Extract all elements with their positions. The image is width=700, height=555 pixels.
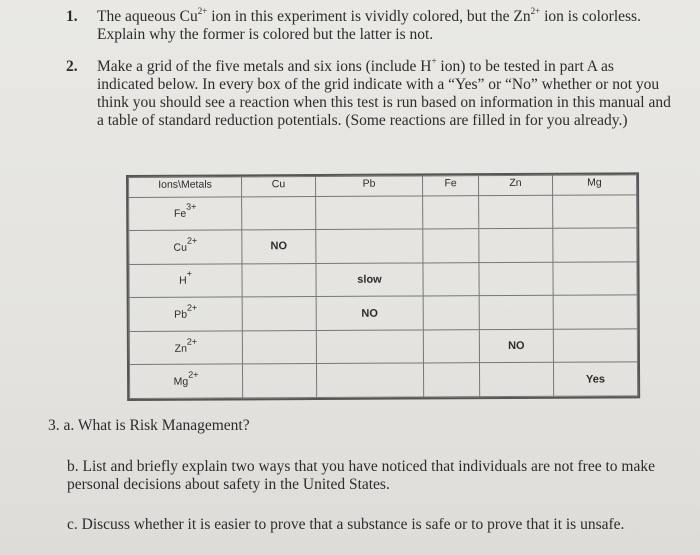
q2-charge: + — [431, 56, 437, 66]
grid-cell — [423, 296, 479, 330]
grid-cell — [242, 196, 316, 230]
grid-row — [129, 362, 637, 398]
grid-cell — [480, 363, 554, 397]
grid-cell — [423, 262, 479, 296]
ion-charge: 2+ — [186, 235, 198, 246]
reaction-grid-table — [128, 174, 638, 399]
grid-cell — [553, 261, 637, 295]
ion-charge: 2+ — [186, 302, 198, 313]
grid-cell — [479, 228, 553, 262]
grid-cell — [242, 364, 316, 398]
grid-row — [129, 295, 637, 331]
ion-symbol: Cu — [173, 241, 187, 254]
grid-ion-label — [129, 364, 242, 398]
grid-ion-label — [129, 264, 242, 298]
question-2-number: 2. — [66, 58, 78, 75]
grid-row — [129, 329, 637, 365]
grid-cell — [423, 329, 479, 363]
question-3c: c. Discuss whether it is easier to prove that a substance is safe or to prove that it is unsafe. — [67, 516, 625, 533]
grid-row — [129, 261, 637, 297]
grid-metal-header: Zn — [479, 175, 553, 195]
ion-charge: 3+ — [186, 201, 197, 212]
grid-cell — [242, 263, 316, 297]
grid-cell — [479, 262, 553, 296]
grid-cell — [242, 330, 316, 364]
grid-row — [129, 228, 637, 264]
grid-cell — [553, 329, 637, 363]
grid-cell — [316, 330, 423, 364]
grid-cell: slow — [316, 263, 423, 297]
grid-header-row — [129, 175, 637, 197]
ion-symbol: Fe — [173, 207, 187, 221]
grid-metal-header: Cu — [242, 177, 316, 197]
ion-charge: + — [186, 269, 192, 280]
grid-cell — [423, 195, 479, 229]
ion-symbol: Pb — [174, 308, 188, 321]
grid-ion-label — [129, 297, 242, 331]
ion-charge: 2+ — [188, 369, 199, 380]
q1-text-part: ion is colorless. Explain why the former is colored but the latter is not. — [97, 8, 641, 43]
grid-cell — [553, 228, 637, 262]
grid-ion-label — [129, 331, 242, 365]
q1-charge: 2+ — [530, 6, 541, 16]
grid-cell: NO — [242, 230, 316, 264]
question-3a: 3. a. What is Risk Management? — [48, 417, 250, 434]
q1-text-part: The aqueous Cu — [97, 8, 198, 25]
grid-cell — [552, 194, 636, 228]
q2-text-part: ion) to be tested in part A as indicated below. In every box of the grid indicate with a “Yes” or “No” whether or not you think you should see a reaction when this test is run based on information in this manual and a table of standard reduction potentials. (Some reactions are filled in for you already.) — [97, 58, 671, 129]
grid-cell — [315, 195, 422, 229]
grid-cell — [424, 363, 480, 397]
ion-symbol: H — [179, 275, 187, 288]
question-1-text — [97, 8, 657, 44]
grid-metal-header: Mg — [552, 175, 636, 195]
grid-corner-label: Ions\Metals — [129, 177, 242, 197]
question-2-text — [97, 58, 672, 130]
grid-cell — [242, 297, 316, 331]
grid-cell — [479, 195, 553, 229]
grid-metal-header: Pb — [315, 176, 422, 196]
ion-symbol: Zn — [174, 342, 187, 355]
ion-symbol: Mg — [173, 375, 189, 388]
grid-cell — [479, 296, 553, 330]
grid-metal-header: Fe — [423, 176, 479, 196]
q1-text-part: ion in this experiment is vividly colored, but the Zn — [207, 8, 531, 25]
question-3b: b. List and briefly explain two ways that you have noticed that individuals are not free to make personal decisions about safety in the United States. — [67, 458, 655, 493]
q2-text-part: Make a grid of the five metals and six ions (include H — [97, 58, 432, 75]
grid-row — [129, 194, 637, 230]
question-1-number: 1. — [66, 8, 78, 25]
grid-ion-label — [129, 196, 242, 230]
grid-cell: NO — [479, 329, 553, 363]
grid-cell: Yes — [553, 362, 637, 396]
grid-cell — [553, 295, 637, 329]
reaction-grid — [126, 172, 640, 401]
grid-ion-label — [129, 230, 242, 264]
grid-cell: NO — [316, 296, 423, 330]
grid-cell — [316, 229, 423, 263]
ion-charge: 2+ — [186, 336, 198, 347]
grid-cell — [316, 363, 423, 397]
q1-charge: 2+ — [197, 6, 208, 16]
grid-cell — [423, 229, 479, 263]
